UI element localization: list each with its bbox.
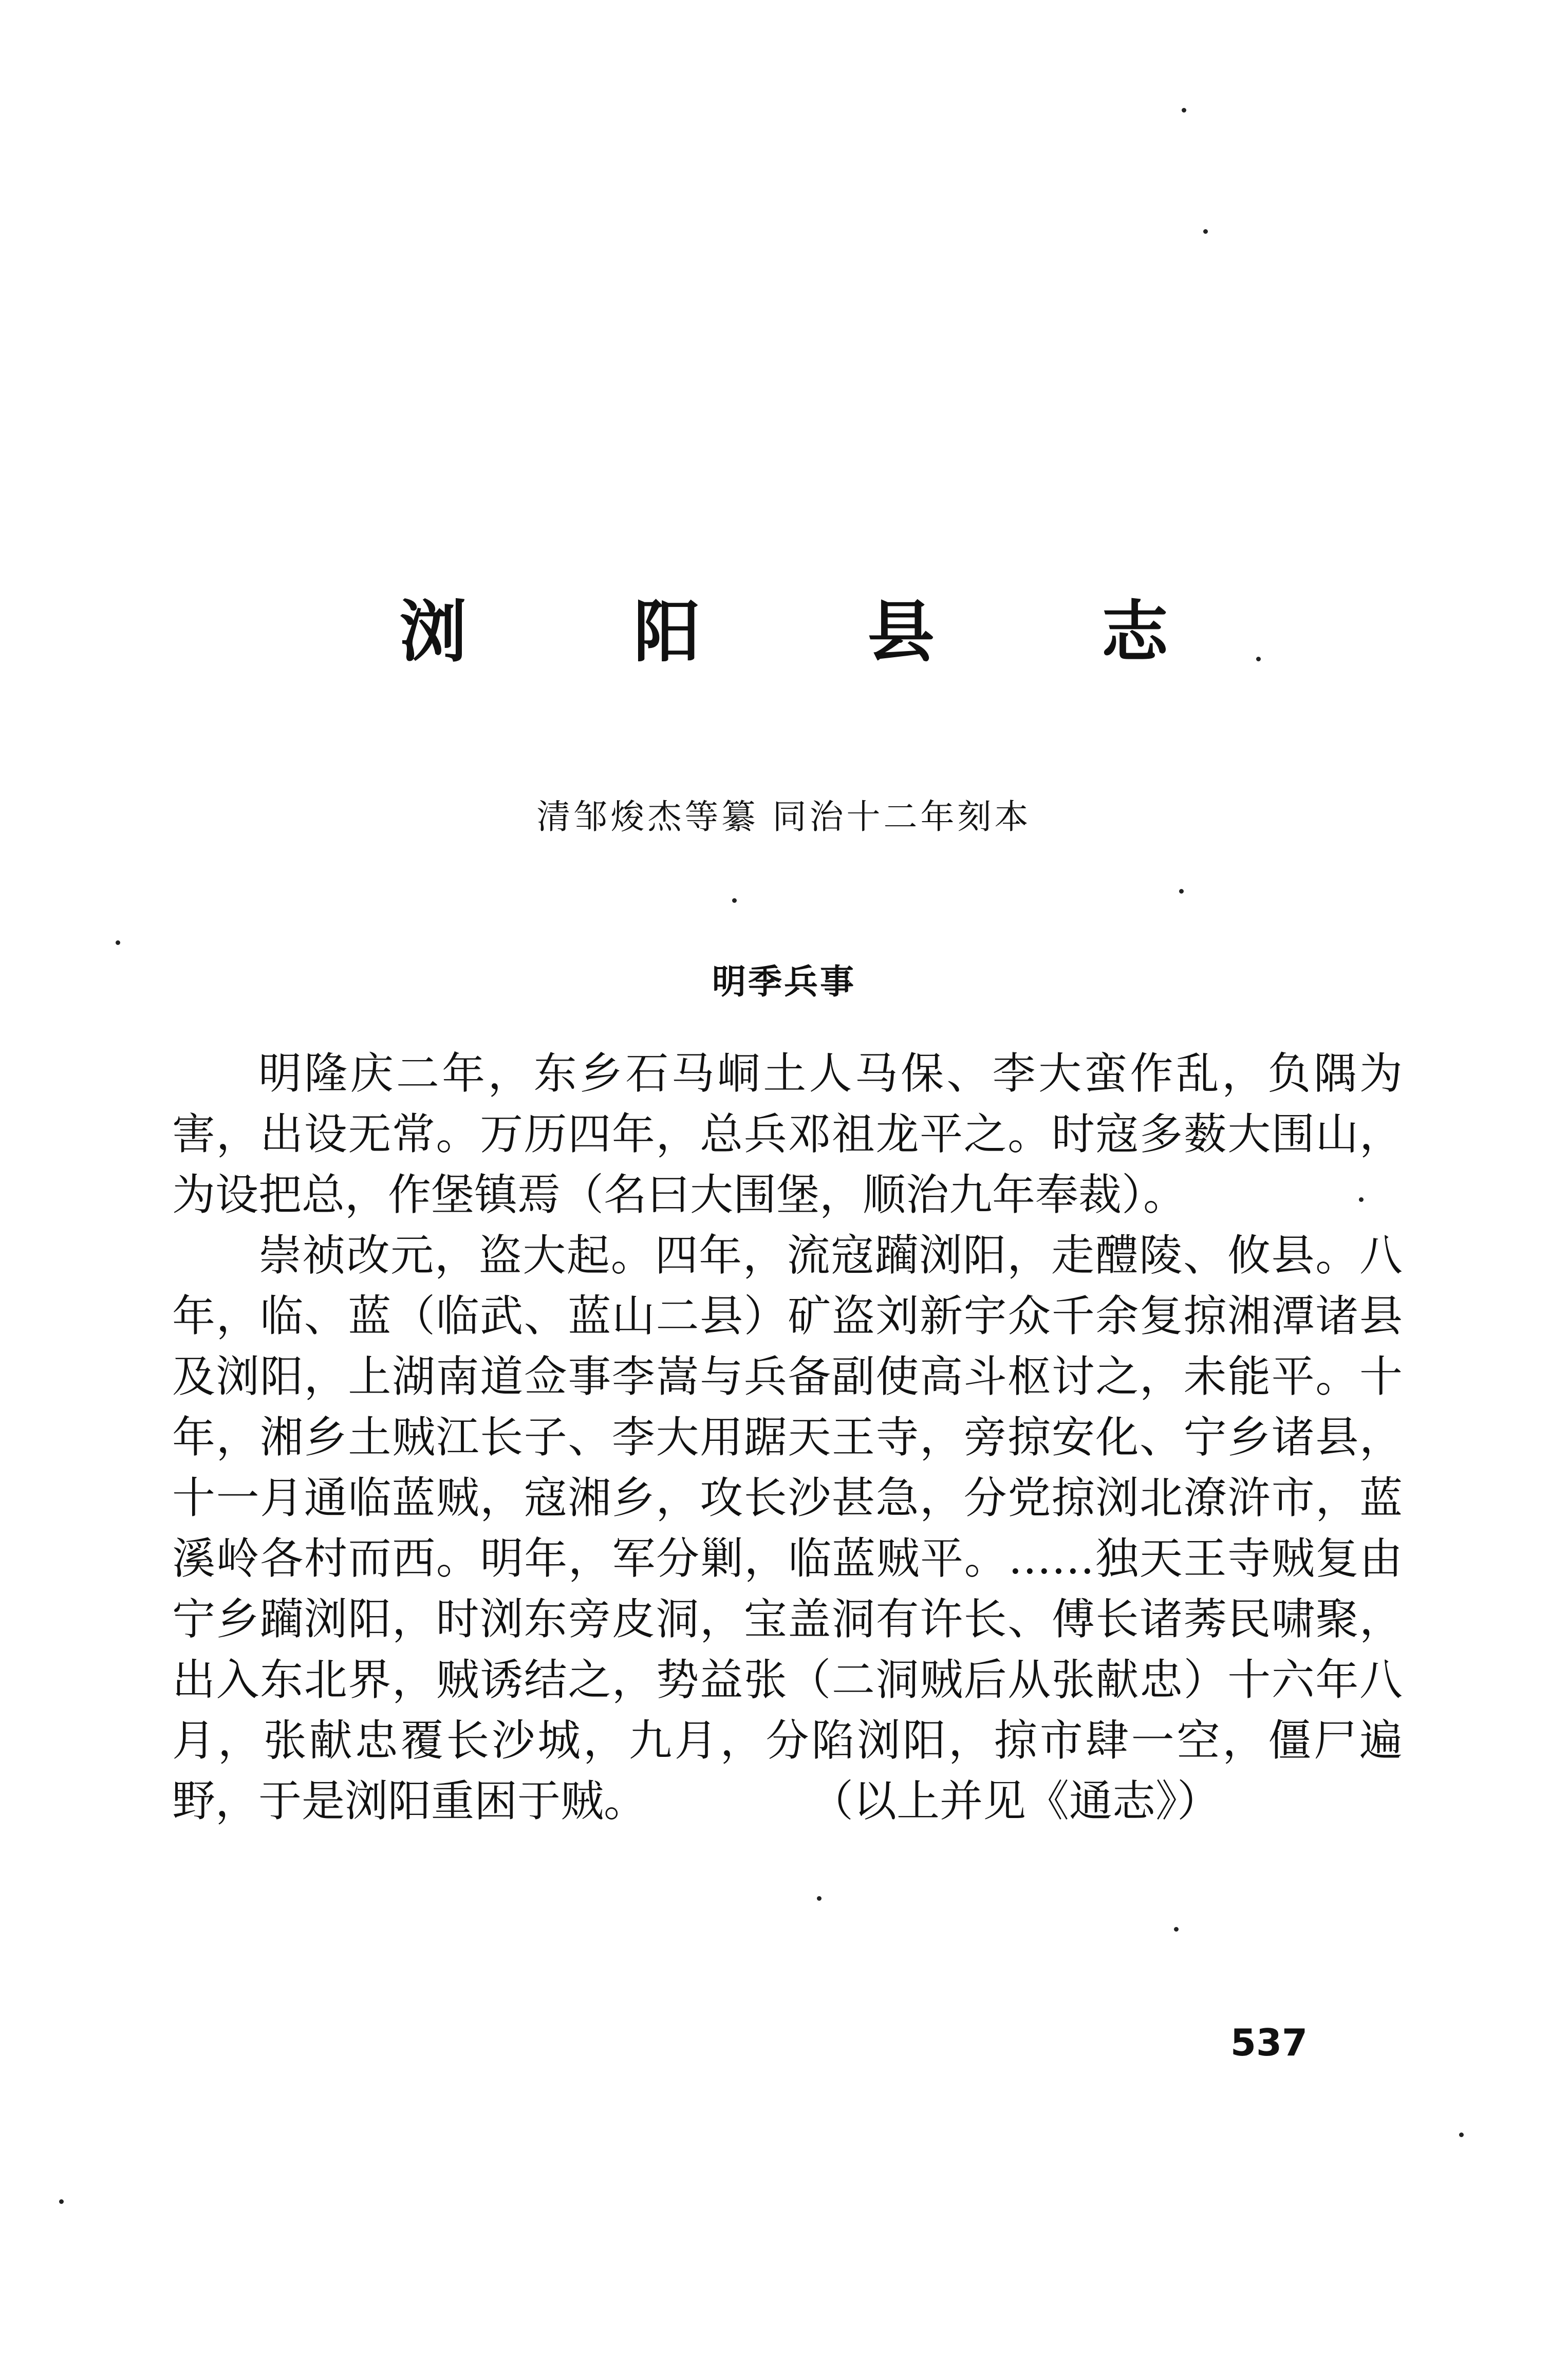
document-subtitle: 清邹焌杰等纂 同治十二年刻本 [536,797,1032,837]
source-note: （以上并见《通志》） [810,1776,1221,1826]
scan-speck [1182,108,1186,113]
paragraph: 明隆庆二年，东乡石马峒土人马保、李大蛮作乱，负隅为害，出设无常。万历四年，总兵邓祖龙平之。时寇多薮大围山，为设把总，作堡镇焉（名曰大围堡，顺治九年奉裁）。 [172,1048,1403,1220]
scan-speck [732,898,737,903]
body-text [172,1043,1403,1831]
scan-speck [1359,1197,1364,1202]
scan-speck [1459,2133,1464,2137]
paragraph [172,1225,1403,1831]
section-heading: 明季兵事 [712,961,856,1002]
scan-speck [1203,229,1208,234]
page-number: 537 [1230,2021,1308,2064]
scan-speck [1179,889,1184,894]
scan-speck [116,940,120,945]
scan-speck [59,2199,64,2204]
scan-speck [817,1896,822,1901]
paragraph-text: 崇祯改元，盗大起。四年，流寇躏浏阳，走醴陵、攸县。八年，临、蓝（临武、蓝山二县）矿盗刘新宇众千余复掠湘潭诸县及浏阳，上湖南道佥事李嵩与兵备副使高斗枢讨之，未能平。十年，湘乡土贼江长子、李大用踞天王寺，旁掠安化、宁乡诸县，十一月通临蓝贼，寇湘乡，攻长沙甚急，分党掠浏北潦浒市，蓝溪岭各村而西。明年，军分剿，临蓝贼平。……独天王寺贼复由宁乡躏浏阳，时浏东旁皮洞，宝盖洞有许长、傅长诸莠民啸聚，出入东北界，贼诱结之，势益张（二洞贼后从张献忠）十六年八月，张献忠覆长沙城，九月，分陷浏阳，掠市肆一空，僵尸遍野，于是浏阳重困于贼。 [172,1230,1403,1826]
scan-speck [1256,657,1261,661]
document-title: 浏 阳 县 志 [400,592,1240,671]
scan-speck [1174,1927,1179,1932]
